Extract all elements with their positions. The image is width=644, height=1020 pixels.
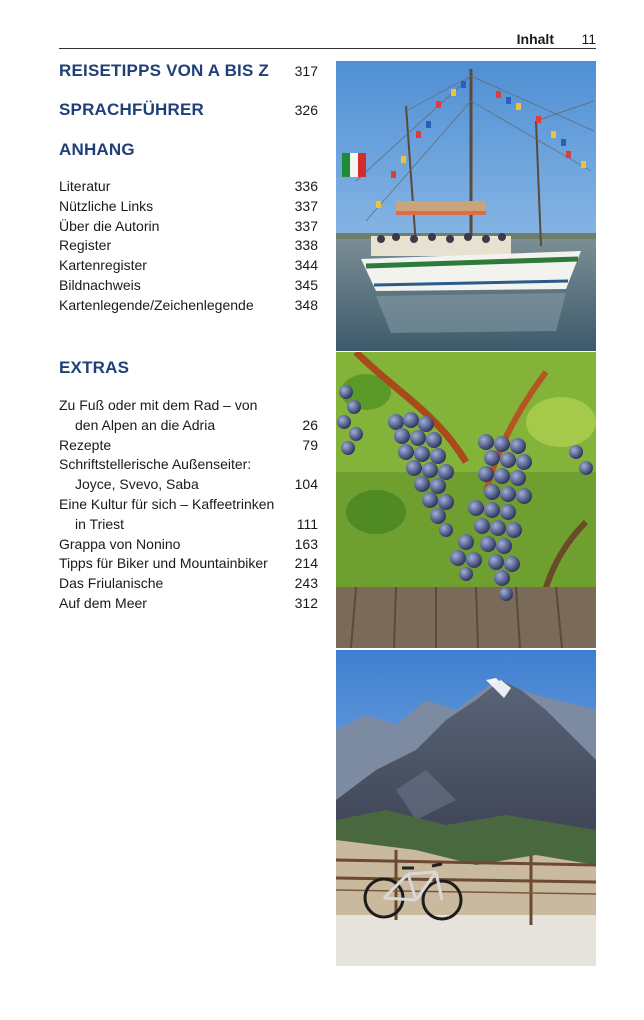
- section-title: REISETIPPS VON A BIS Z: [59, 61, 270, 80]
- extras-list: [59, 396, 318, 614]
- toc-entry: [59, 396, 318, 436]
- toc-entry-page: 337: [294, 217, 318, 234]
- toc-entry: [59, 296, 318, 316]
- toc-entry-label: Auf dem Meer: [59, 594, 147, 611]
- toc-entry-label: Über die Autorin: [59, 217, 160, 234]
- toc-entry-page: 348: [294, 296, 318, 313]
- anhang-list: [59, 177, 318, 316]
- toc-entry: [59, 436, 318, 456]
- page-number: 11: [581, 31, 596, 47]
- toc-entry: [59, 236, 318, 256]
- toc-entry: [59, 455, 318, 495]
- toc-entry-label-cont: in Triest: [75, 515, 125, 532]
- toc-entry-page: 344: [294, 257, 318, 274]
- toc-entry: [59, 197, 318, 217]
- toc-section-extras: [59, 358, 318, 378]
- toc-entry-label: Zu Fuß oder mit dem Rad – von: [59, 397, 258, 413]
- toc-entry: [59, 535, 318, 555]
- toc-entry-label: Schriftstellerische Außenseiter:: [59, 456, 252, 473]
- running-header-label: Inhalt: [516, 31, 554, 47]
- toc-entry-page: 79: [302, 436, 318, 453]
- section-title: EXTRAS: [59, 358, 130, 377]
- toc-entry-label: Das Friulanische: [59, 575, 164, 592]
- toc-section-sprachfuehrer: [59, 100, 318, 120]
- toc-entry-page: 26: [302, 416, 318, 433]
- photo-mountain-bike: [336, 650, 596, 966]
- toc-entry: [59, 594, 318, 614]
- toc-entry-label: Kartenlegende/Zeichenlegende: [59, 296, 254, 313]
- toc-entry: [59, 574, 318, 594]
- toc-entry-label: Rezepte: [59, 436, 112, 453]
- photo-grapes: [336, 352, 596, 648]
- toc-entry-page: 163: [294, 535, 318, 552]
- toc-entry-page: 214: [294, 555, 318, 572]
- toc-entry-label-cont: den Alpen an die Adria: [75, 416, 216, 433]
- section-title: ANHANG: [59, 140, 135, 159]
- toc-entry-page: 243: [294, 575, 318, 592]
- section-page: 326: [294, 102, 318, 118]
- toc-entry-label: Literatur: [59, 178, 111, 194]
- toc-entry-page: 312: [294, 594, 318, 611]
- toc-entry: [59, 276, 318, 296]
- toc-entry-page: 345: [294, 276, 318, 293]
- toc-entry-page: 111: [296, 515, 318, 532]
- toc-entry-page: 336: [294, 178, 318, 194]
- toc-entry-label-cont: Joyce, Svevo, Saba: [75, 476, 199, 493]
- toc-entry-label: Eine Kultur für sich – Kaffeetrinken: [59, 495, 275, 512]
- toc-entry-label: Nützliche Links: [59, 197, 154, 214]
- toc-section-reisetipps: [59, 61, 318, 81]
- toc-entry-label: Grappa von Nonino: [59, 535, 181, 552]
- photo-decorated-boat: [336, 61, 596, 351]
- toc-entry-label: Tipps für Biker und Mountainbiker: [59, 555, 268, 572]
- toc-entry-label: Kartenregister: [59, 257, 147, 274]
- toc-section-anhang: [59, 140, 318, 160]
- toc-entry: [59, 495, 318, 535]
- toc-entry-page: 338: [294, 237, 318, 254]
- toc-entry: [59, 177, 318, 197]
- toc-entry: [59, 256, 318, 276]
- toc-entry-label: Register: [59, 237, 112, 254]
- toc-entry: [59, 554, 318, 574]
- section-title: SPRACHFÜHRER: [59, 100, 205, 119]
- section-page: 317: [294, 63, 318, 79]
- toc-entry-page: 104: [294, 476, 318, 493]
- toc-entry: [59, 217, 318, 237]
- toc-entry-label: Bildnachweis: [59, 276, 141, 293]
- toc-entry-page: 337: [294, 197, 318, 214]
- header-rule: [59, 48, 596, 49]
